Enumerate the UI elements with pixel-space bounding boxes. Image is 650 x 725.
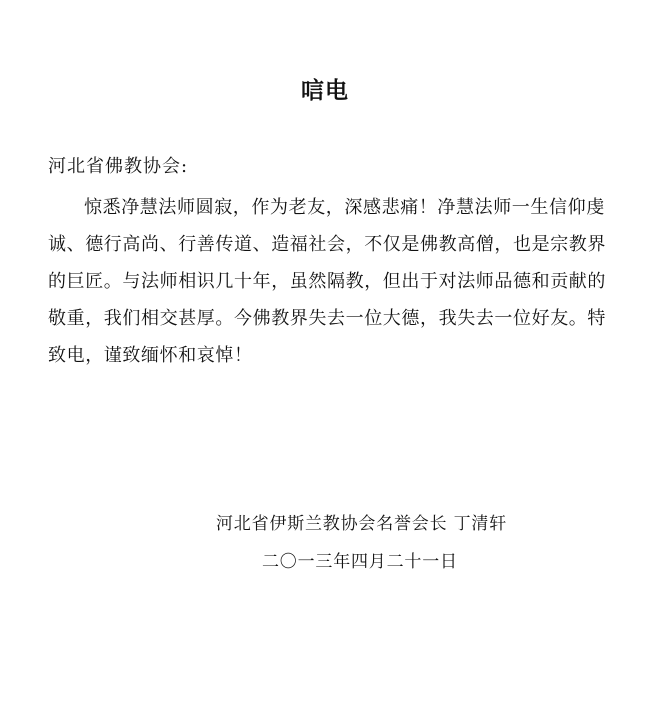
document-title: 唁电 xyxy=(301,78,349,104)
salutation: 河北省佛教协会: xyxy=(48,156,189,177)
date-line: 二〇一三年四月二十一日 xyxy=(262,552,458,572)
signature-line: 河北省伊斯兰教协会名誉会长 丁清轩 xyxy=(216,514,508,534)
body-paragraph: 惊悉净慧法师圆寂，作为老友，深感悲痛！净慧法师一生信仰虔诚、德行高尚、行善传道、造福社会，不仅是佛教高僧，也是宗教界的巨匠。与法师相识几十年，虽然隔教，但出于对法师品德和贡献的敬重，我们相交甚厚。今佛教界失去一位大德，我失去一位好友。特致电，谨致缅怀和哀悼！ xyxy=(48,197,606,366)
